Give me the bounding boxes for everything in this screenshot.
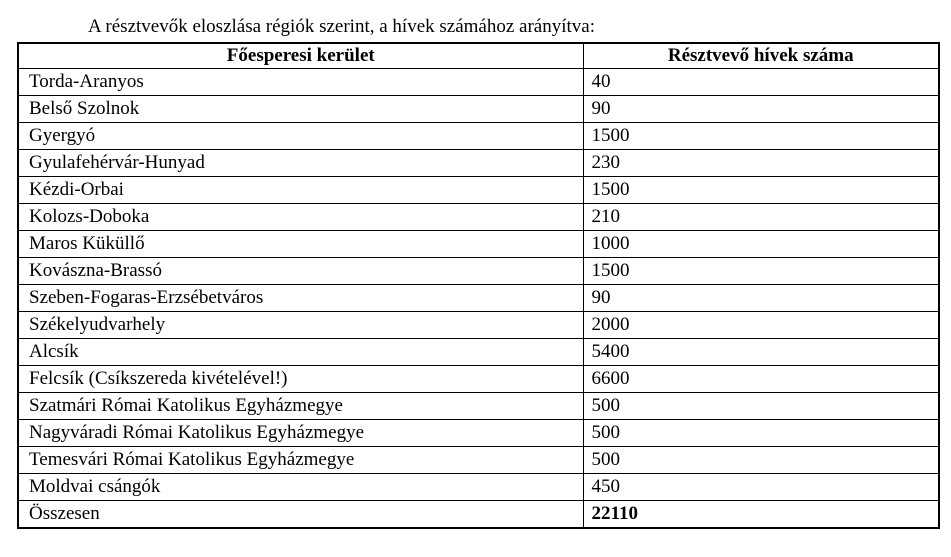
count-cell: 90 (583, 285, 939, 312)
region-cell: Temesvári Római Katolikus Egyházmegye (18, 447, 583, 474)
table-row (18, 447, 939, 474)
table-row (18, 150, 939, 177)
count-cell: 2000 (583, 312, 939, 339)
region-cell: Moldvai csángók (18, 474, 583, 501)
table-row (18, 339, 939, 366)
table-row (18, 393, 939, 420)
table-caption: A résztvevők eloszlása régiók szerint, a hívek számához arányítva: (88, 16, 595, 37)
region-cell: Kovászna-Brassó (18, 258, 583, 285)
table-row (18, 69, 939, 96)
header-row (18, 43, 939, 69)
region-cell: Székelyudvarhely (18, 312, 583, 339)
count-cell: 5400 (583, 339, 939, 366)
count-cell: 6600 (583, 366, 939, 393)
region-cell: Belső Szolnok (18, 96, 583, 123)
participants-table (17, 42, 940, 529)
region-cell: Alcsík (18, 339, 583, 366)
header-count: Résztvevő hívek száma (583, 43, 939, 69)
count-cell: 1500 (583, 258, 939, 285)
region-cell: Szeben-Fogaras-Erzsébetváros (18, 285, 583, 312)
region-cell: Nagyváradi Római Katolikus Egyházmegye (18, 420, 583, 447)
table-row (18, 231, 939, 258)
total-row (18, 501, 939, 529)
total-count: 22110 (583, 501, 939, 529)
region-cell: Gyergyó (18, 123, 583, 150)
table-row (18, 204, 939, 231)
region-cell: Felcsík (Csíkszereda kivételével!) (18, 366, 583, 393)
count-cell: 500 (583, 393, 939, 420)
count-cell: 1000 (583, 231, 939, 258)
region-cell: Kézdi-Orbai (18, 177, 583, 204)
region-cell: Gyulafehérvár-Hunyad (18, 150, 583, 177)
count-cell: 500 (583, 447, 939, 474)
table-row (18, 96, 939, 123)
count-cell: 450 (583, 474, 939, 501)
region-cell: Maros Küküllő (18, 231, 583, 258)
count-cell: 1500 (583, 123, 939, 150)
region-cell: Kolozs-Doboka (18, 204, 583, 231)
table-row (18, 474, 939, 501)
region-cell: Torda-Aranyos (18, 69, 583, 96)
table-row (18, 366, 939, 393)
count-cell: 90 (583, 96, 939, 123)
region-cell: Szatmári Római Katolikus Egyházmegye (18, 393, 583, 420)
count-cell: 500 (583, 420, 939, 447)
table-row (18, 123, 939, 150)
count-cell: 230 (583, 150, 939, 177)
table-row (18, 258, 939, 285)
count-cell: 210 (583, 204, 939, 231)
total-label: Összesen (18, 501, 583, 529)
table-row (18, 177, 939, 204)
table-row (18, 285, 939, 312)
header-region: Főesperesi kerület (18, 43, 583, 69)
count-cell: 1500 (583, 177, 939, 204)
table-row (18, 420, 939, 447)
table-row (18, 312, 939, 339)
count-cell: 40 (583, 69, 939, 96)
